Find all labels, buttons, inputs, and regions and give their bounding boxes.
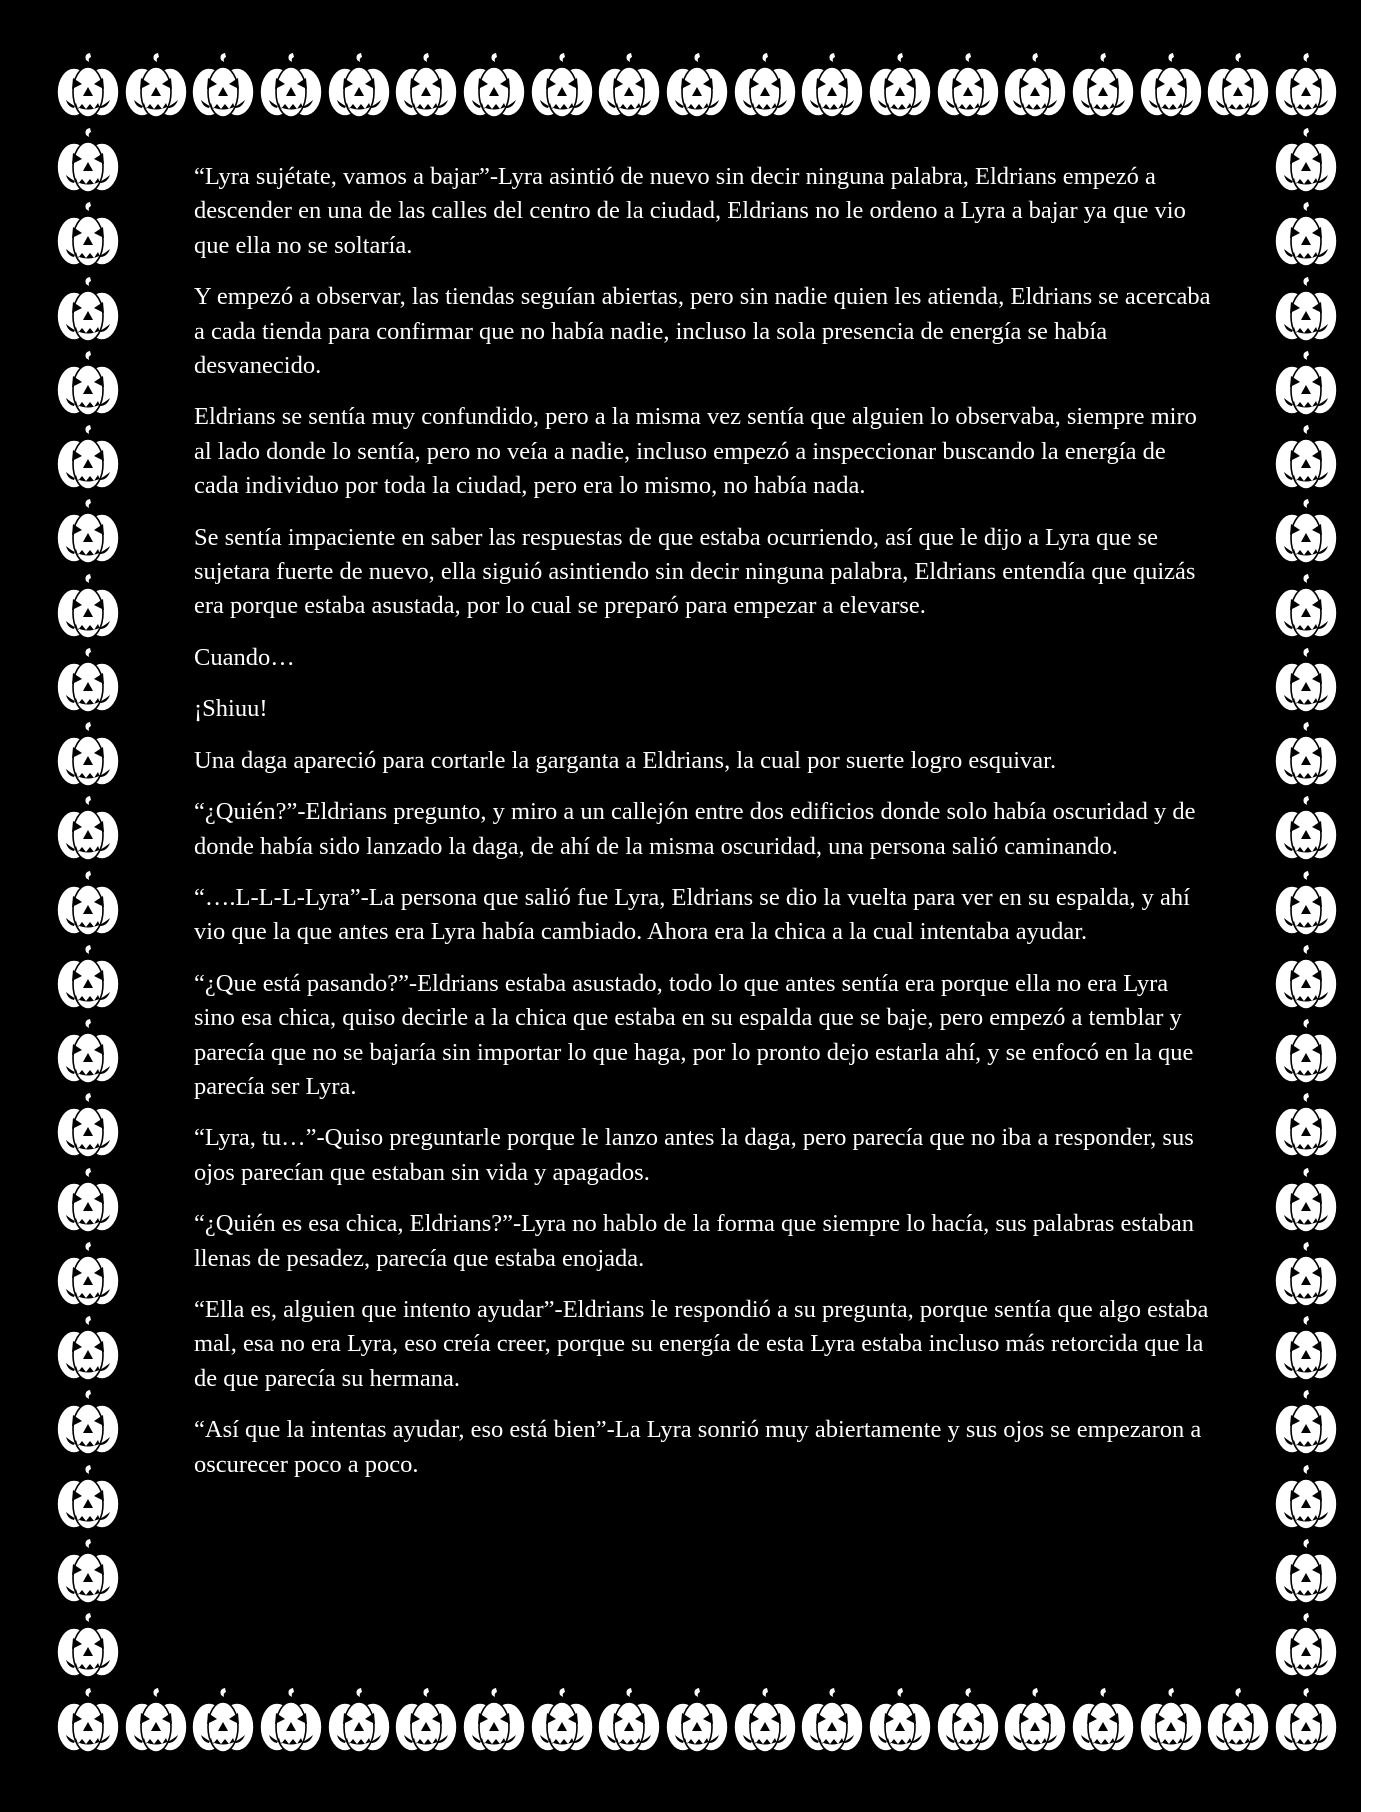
jack-o-lantern-icon xyxy=(593,1686,665,1758)
jack-o-lantern-icon xyxy=(52,1314,124,1386)
jack-o-lantern-icon xyxy=(1270,1537,1342,1609)
jack-o-lantern-icon xyxy=(1202,1686,1274,1758)
jack-o-lantern-icon xyxy=(52,497,124,569)
jack-o-lantern-icon xyxy=(1135,51,1207,123)
jack-o-lantern-icon xyxy=(52,869,124,941)
jack-o-lantern-icon xyxy=(52,423,124,495)
jack-o-lantern-icon xyxy=(1270,572,1342,644)
story-text xyxy=(194,160,1214,1499)
jack-o-lantern-icon xyxy=(52,1537,124,1609)
jack-o-lantern-icon xyxy=(120,1686,192,1758)
jack-o-lantern-icon xyxy=(661,51,733,123)
jack-o-lantern-icon xyxy=(52,51,124,123)
jack-o-lantern-icon xyxy=(1270,1240,1342,1312)
jack-o-lantern-icon xyxy=(52,646,124,718)
jack-o-lantern-icon xyxy=(187,51,259,123)
jack-o-lantern-icon xyxy=(796,51,868,123)
paragraph: Se sentía impaciente en saber las respuestas de que estaba ocurriendo, así que le dijo a Lyra que se sujetara fuerte de nuevo, ella siguió asintiendo sin decir ninguna palabra, Eldrians entendía que quizás era porque estaba asustada, por lo cual se preparó para empezar a elevarse. xyxy=(194,523,1196,620)
jack-o-lantern-icon xyxy=(1270,1388,1342,1460)
jack-o-lantern-icon xyxy=(187,1686,259,1758)
jack-o-lantern-icon xyxy=(1270,943,1342,1015)
jack-o-lantern-icon xyxy=(255,1686,327,1758)
jack-o-lantern-icon xyxy=(1067,1686,1139,1758)
jack-o-lantern-icon xyxy=(932,1686,1004,1758)
jack-o-lantern-icon xyxy=(729,51,801,123)
jack-o-lantern-icon xyxy=(1270,1686,1342,1758)
jack-o-lantern-icon xyxy=(1270,51,1342,123)
paragraph: ¡Shiuu! xyxy=(194,695,268,723)
paragraph: “Así que la intentas ayudar, eso está bien”-La Lyra sonrió muy abiertamente y sus ojos se empezaron a oscurecer poco a poco. xyxy=(194,1416,1202,1478)
paragraph: “¿Quién es esa chica, Eldrians?”-Lyra no hablo de la forma que siempre lo hacía, sus palabras estaban llenas de pesadez, parecía que estaba enojada. xyxy=(194,1210,1195,1272)
jack-o-lantern-icon xyxy=(52,572,124,644)
jack-o-lantern-icon xyxy=(390,51,462,123)
jack-o-lantern-icon xyxy=(1270,423,1342,495)
jack-o-lantern-icon xyxy=(52,200,124,272)
jack-o-lantern-icon xyxy=(390,1686,462,1758)
jack-o-lantern-icon xyxy=(1067,51,1139,123)
jack-o-lantern-icon xyxy=(52,1017,124,1089)
jack-o-lantern-icon xyxy=(1270,1166,1342,1238)
jack-o-lantern-icon xyxy=(864,51,936,123)
jack-o-lantern-icon xyxy=(52,1686,124,1758)
jack-o-lantern-icon xyxy=(52,126,124,198)
jack-o-lantern-icon xyxy=(932,51,1004,123)
jack-o-lantern-icon xyxy=(1270,646,1342,718)
jack-o-lantern-icon xyxy=(323,1686,395,1758)
jack-o-lantern-icon xyxy=(323,51,395,123)
jack-o-lantern-icon xyxy=(52,1611,124,1683)
jack-o-lantern-icon xyxy=(1270,1017,1342,1089)
jack-o-lantern-icon xyxy=(52,1166,124,1238)
paragraph: Eldrians se sentía muy confundido, pero a la misma vez sentía que alguien lo observaba, siempre miro al lado donde lo sentía, pero no veía a nadie, incluso empezó a inspeccionar buscando la energía de cada individuo por toda la ciudad, pero era lo mismo, no había nada. xyxy=(194,403,1197,500)
paragraph: Cuando… xyxy=(194,643,295,671)
jack-o-lantern-icon xyxy=(52,943,124,1015)
jack-o-lantern-icon xyxy=(120,51,192,123)
jack-o-lantern-icon xyxy=(52,1240,124,1312)
paragraph: “¿Quién?”-Eldrians pregunto, y miro a un callejón entre dos edificios donde solo había oscuridad y de donde había sido lanzado la daga, de ahí de la misma oscuridad, una persona salió caminando. xyxy=(194,798,1196,860)
jack-o-lantern-icon xyxy=(796,1686,868,1758)
jack-o-lantern-icon xyxy=(1135,1686,1207,1758)
paragraph: Una daga apareció para cortarle la garganta a Eldrians, la cual por suerte logro esquivar. xyxy=(194,746,1057,774)
jack-o-lantern-icon xyxy=(458,1686,530,1758)
jack-o-lantern-icon xyxy=(526,51,598,123)
paragraph: “Lyra, tu…”-Quiso preguntarle porque le lanzo antes la daga, pero parecía que no iba a responder, sus ojos parecían que estaban sin vida y apagados. xyxy=(194,1124,1194,1186)
jack-o-lantern-icon xyxy=(52,1388,124,1460)
jack-o-lantern-icon xyxy=(593,51,665,123)
jack-o-lantern-icon xyxy=(52,720,124,792)
jack-o-lantern-icon xyxy=(1270,126,1342,198)
jack-o-lantern-icon xyxy=(1202,51,1274,123)
paragraph: “….L-L-L-Lyra”-La persona que salió fue Lyra, Eldrians se dio la vuelta para ver en su espalda, y ahí vio que la que antes era Lyra había cambiado. Ahora era la chica a la cual intentaba ayudar. xyxy=(194,883,1190,946)
jack-o-lantern-icon xyxy=(999,1686,1071,1758)
jack-o-lantern-icon xyxy=(1270,497,1342,569)
jack-o-lantern-icon xyxy=(999,51,1071,123)
jack-o-lantern-icon xyxy=(1270,349,1342,421)
jack-o-lantern-icon xyxy=(1270,1091,1342,1163)
jack-o-lantern-icon xyxy=(52,1463,124,1535)
jack-o-lantern-icon xyxy=(1270,720,1342,792)
jack-o-lantern-icon xyxy=(526,1686,598,1758)
paragraph: “Ella es, alguien que intento ayudar”-Eldrians le respondió a su pregunta, porque sentía que algo estaba mal, esa no era Lyra, eso creía creer, porque su energía de esta Lyra estaba incluso más retorcida que la de que parecía su hermana. xyxy=(194,1295,1209,1392)
jack-o-lantern-icon xyxy=(729,1686,801,1758)
jack-o-lantern-icon xyxy=(661,1686,733,1758)
paragraph: “¿Que está pasando?”-Eldrians estaba asustado, todo lo que antes sentía era porque ella no era Lyra sino esa chica, quiso decirle a la chica que estaba en su espalda que se baje, pero empezó a temblar y parecía que no se bajaría sin importar lo que haga, por lo pronto dejo estarla ahí, y se enfocó en la que parecía ser Lyra. xyxy=(194,969,1194,1100)
paragraph: “Lyra sujétate, vamos a bajar”-Lyra asintió de nuevo sin decir ninguna palabra, Eldrians empezó a descender en una de las calles del centro de la ciudad, Eldrians no le ordeno a Lyra a bajar ya que vio que ella no se soltaría. xyxy=(194,163,1186,259)
jack-o-lantern-icon xyxy=(1270,200,1342,272)
jack-o-lantern-icon xyxy=(458,51,530,123)
jack-o-lantern-icon xyxy=(52,349,124,421)
jack-o-lantern-icon xyxy=(1270,1611,1342,1683)
jack-o-lantern-icon xyxy=(1270,869,1342,941)
jack-o-lantern-icon xyxy=(1270,275,1342,347)
jack-o-lantern-icon xyxy=(1270,1314,1342,1386)
jack-o-lantern-icon xyxy=(52,275,124,347)
jack-o-lantern-icon xyxy=(255,51,327,123)
jack-o-lantern-icon xyxy=(1270,794,1342,866)
paragraph: Y empezó a observar, las tiendas seguían abiertas, pero sin nadie quien les atienda, Eldrians se acercaba a cada tienda para confirmar que no había nadie, incluso la sola presencia de energía se había desvanecido. xyxy=(194,283,1211,380)
jack-o-lantern-icon xyxy=(52,794,124,866)
jack-o-lantern-icon xyxy=(1270,1463,1342,1535)
jack-o-lantern-icon xyxy=(52,1091,124,1163)
jack-o-lantern-icon xyxy=(864,1686,936,1758)
